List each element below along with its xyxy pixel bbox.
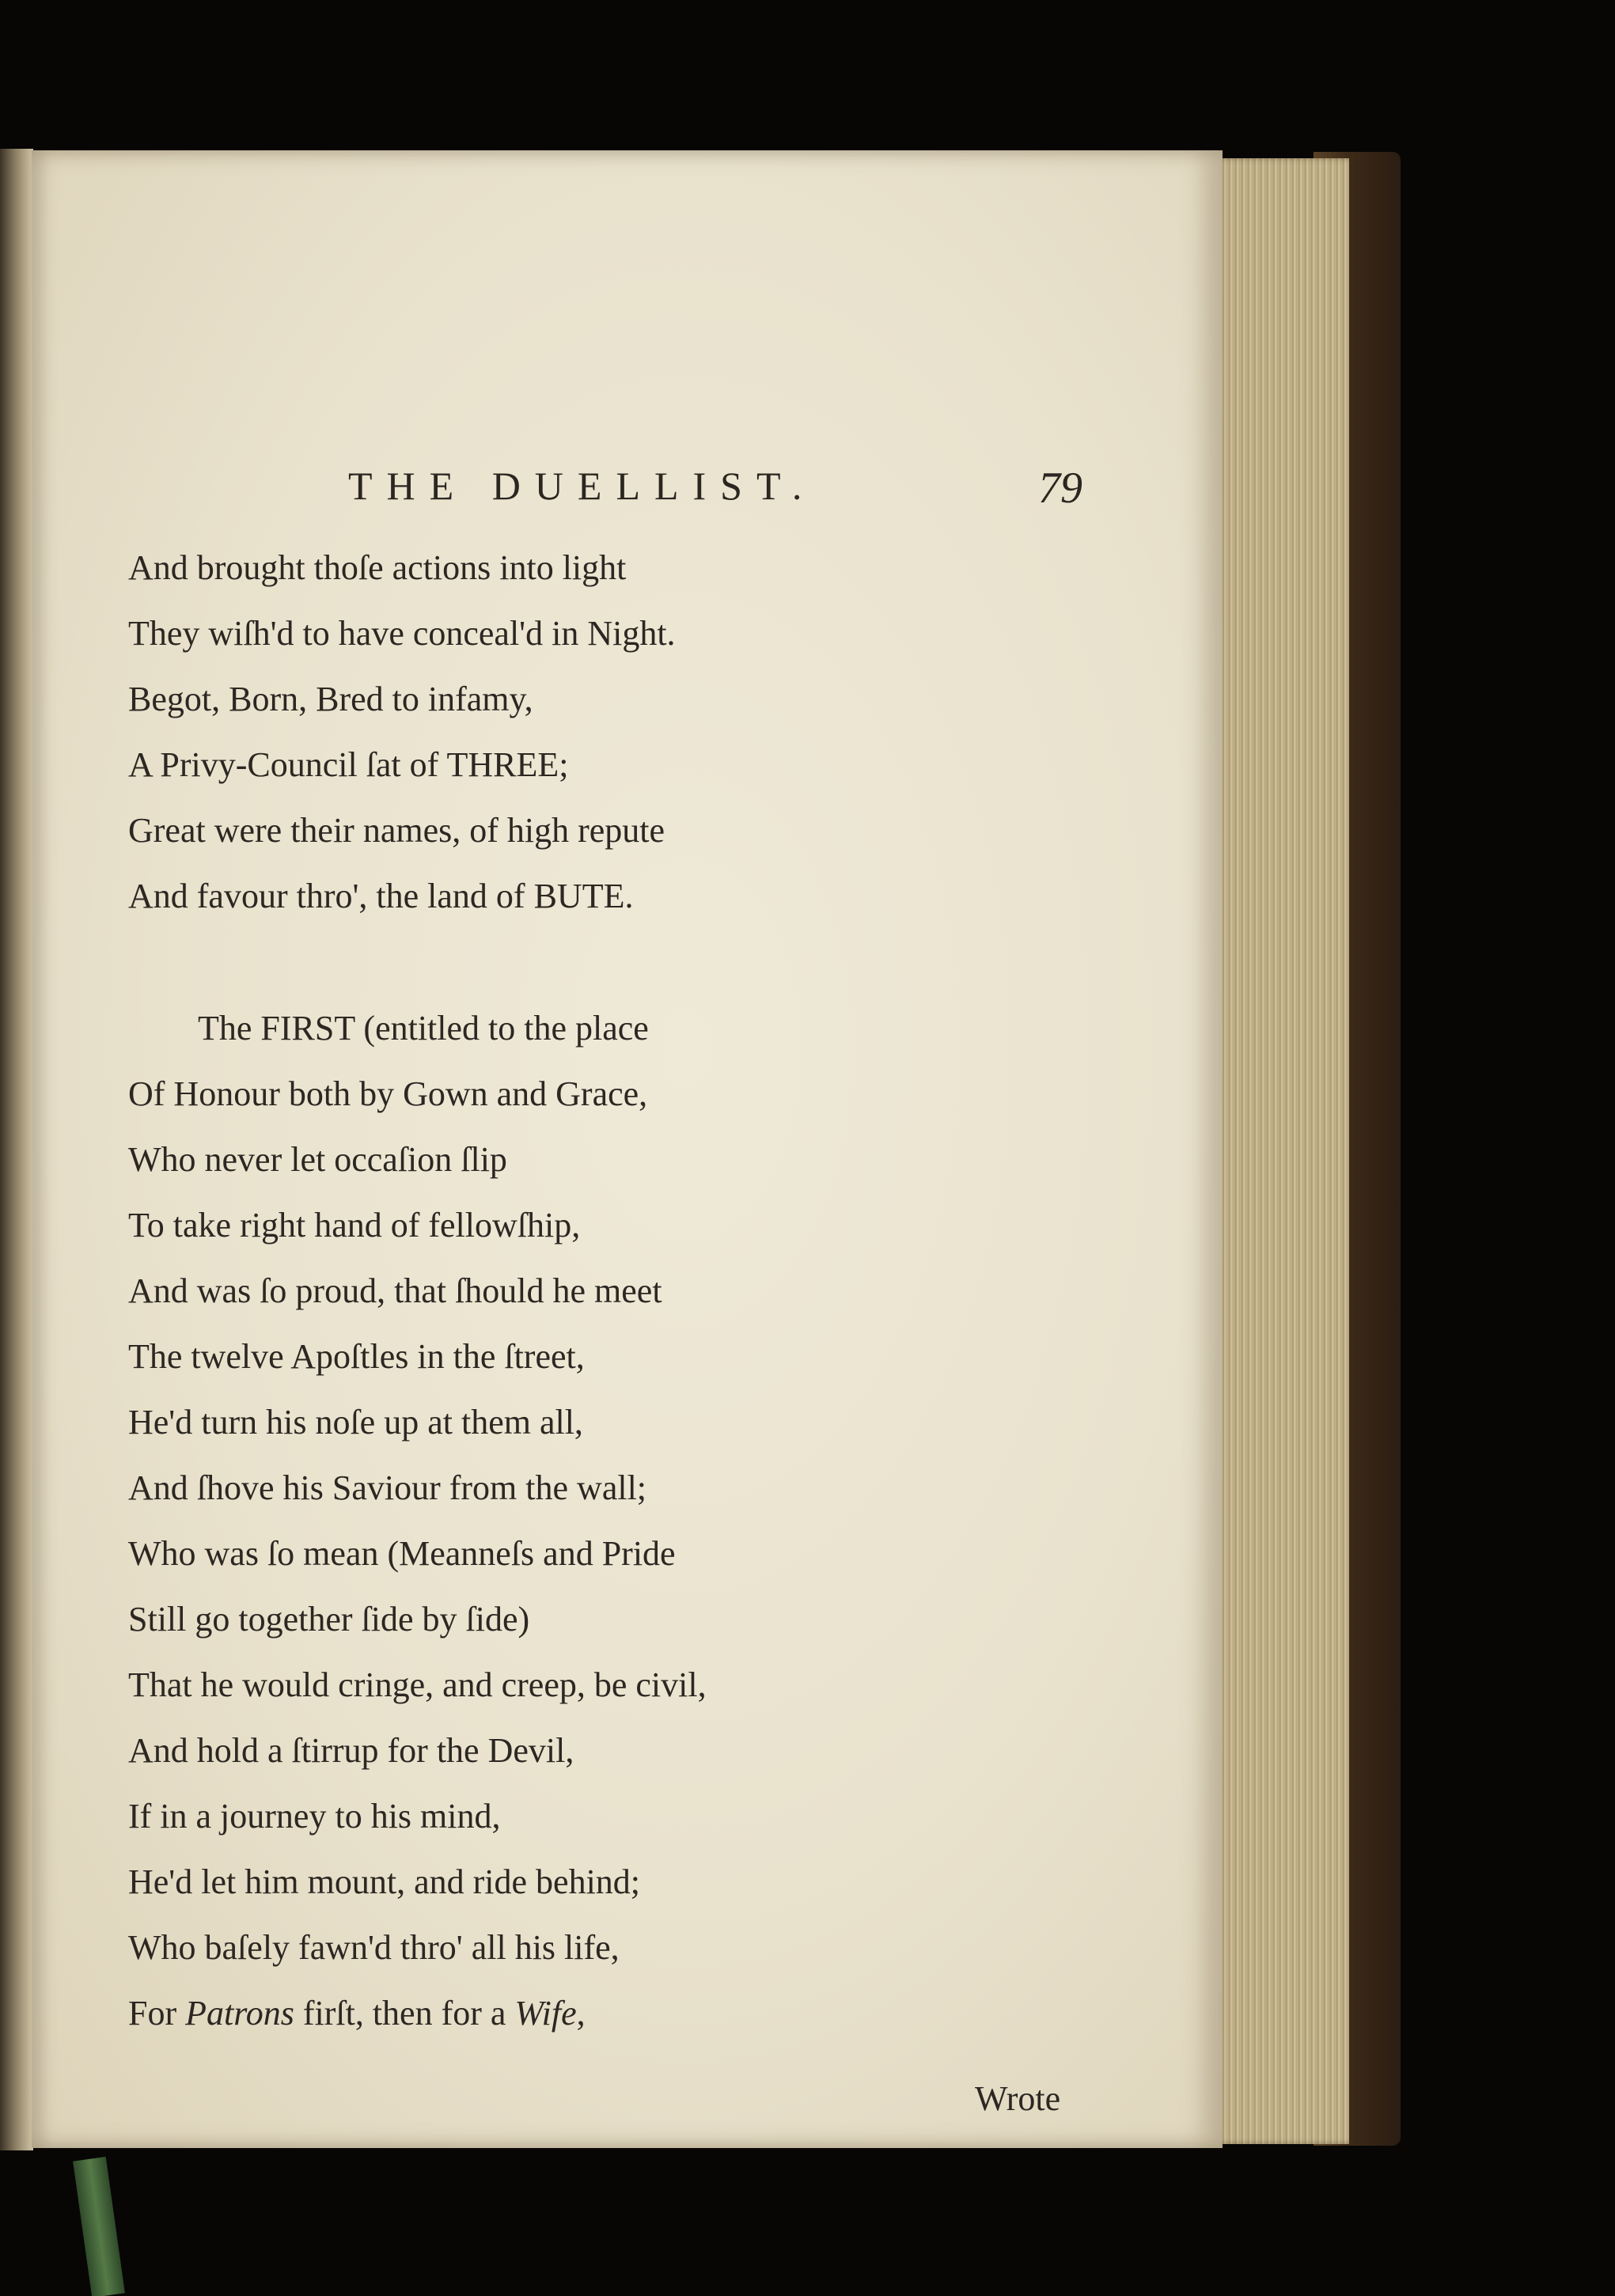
stanza-2 (128, 1005, 1078, 2055)
page-block-edges (1215, 158, 1349, 2144)
verse-line: The FIRST (entitled to the place (198, 1009, 649, 1048)
catchword: Wrote (975, 2079, 1061, 2118)
bookmark-ribbon (73, 2157, 125, 2296)
verse-line: If in a journey to his mind, (128, 1797, 501, 1836)
verse-fragment: , (576, 1994, 586, 2033)
verse-fragment: firſt, then for a (294, 1994, 515, 2033)
verse-line: To take right hand of fellowſhip, (128, 1206, 581, 1245)
verse-line: Who baſely fawn'd thro' all his life, (128, 1928, 620, 1967)
verse-line: The twelve Apoſtles in the ſtreet, (128, 1337, 585, 1376)
verse-line: That he would cringe, and creep, be civil, (128, 1665, 707, 1704)
verse-line: Who was ſo mean (Meanneſs and Pride (128, 1534, 676, 1573)
verse-line: And was ſo proud, that ſhould he meet (128, 1271, 662, 1310)
verse-line: Begot, Born, Bred to infamy, (128, 680, 533, 718)
verse-line: And ſhove his Saviour from the wall; (128, 1468, 647, 1507)
book-page (32, 150, 1223, 2148)
verse-fragment-italic: Patrons (185, 1994, 294, 2033)
verse-line: Of Honour both by Gown and Grace, (128, 1074, 648, 1113)
page-header (32, 463, 1223, 518)
verse-line: And hold a ſtirrup for the Devil, (128, 1731, 574, 1770)
page-number: 79 (1038, 464, 1082, 513)
verse-line: A Privy-Council ſat of THREE; (128, 745, 569, 784)
verse-line: And favour thro', the land of BUTE. (128, 877, 634, 915)
verse-line: Who never let occaſion ſlip (128, 1140, 507, 1179)
verse-line: And brought thoſe actions into light (128, 548, 627, 587)
verse-line-final (128, 1990, 1078, 2055)
verse-line: They wiſh'd to have conceal'd in Night. (128, 614, 676, 653)
verse-fragment-italic: Wife (514, 1994, 577, 2033)
verse-fragment: For (128, 1994, 186, 2033)
verse-line: He'd let him mount, and ride behind; (128, 1862, 641, 1901)
running-title: THE DUELLIST. (348, 464, 817, 508)
left-page-edge (0, 149, 33, 2150)
verse-line: He'd turn his noſe up at them all, (128, 1403, 583, 1442)
verse-line: Great were their names, of high repute (128, 811, 665, 850)
verse-line: Still go together ſide by ſide) (128, 1600, 530, 1639)
stanza-1 (128, 544, 1078, 938)
